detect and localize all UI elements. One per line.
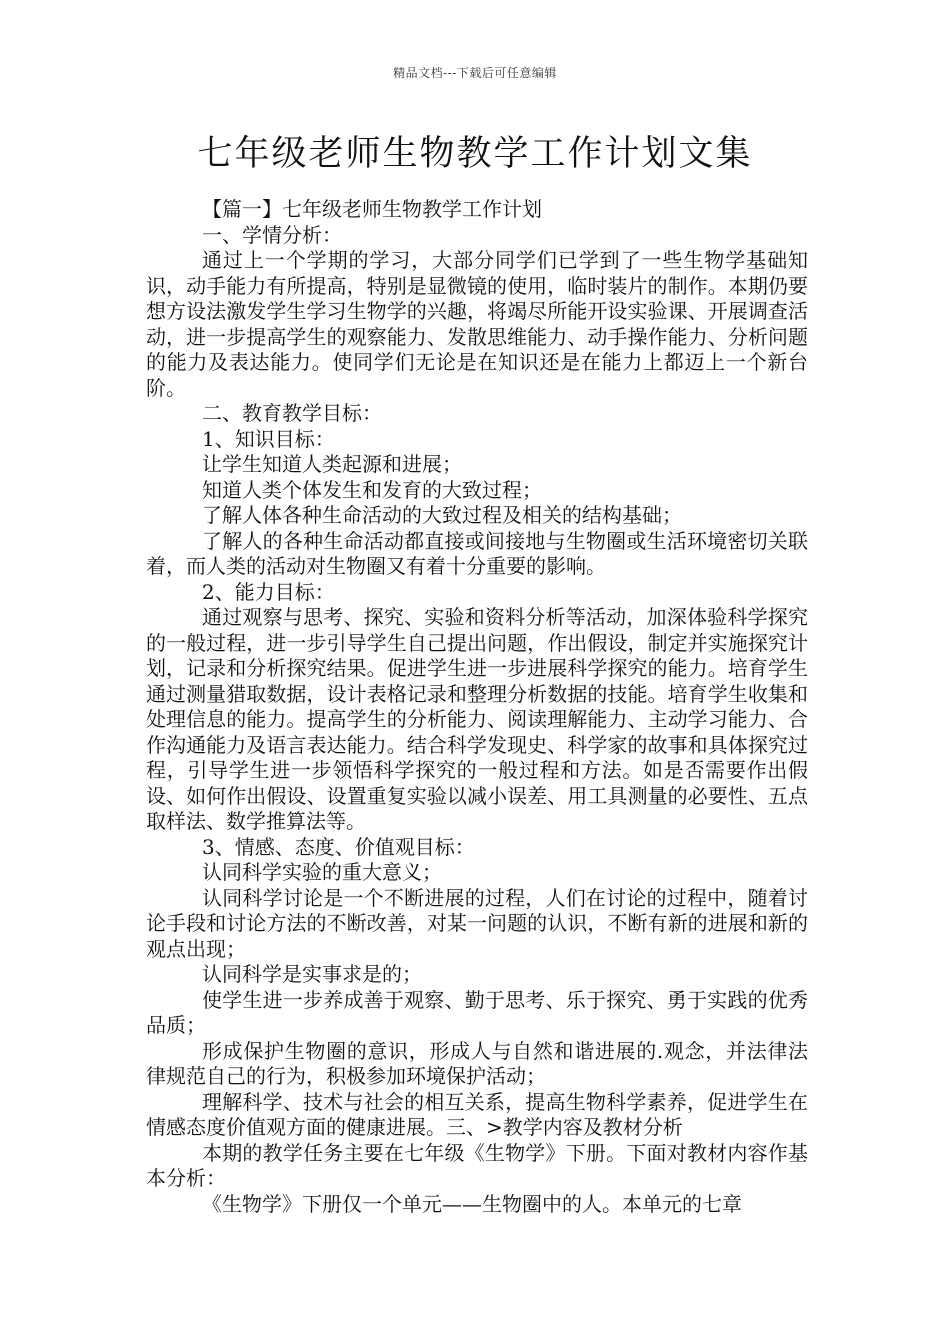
paragraph: 认同科学是实事求是的； xyxy=(202,962,422,986)
paragraph: 形成保护生物圈的意识，形成人与自然和谐进展的.观念，并法律法律规范自己的行为，积极参加环境保护活动； xyxy=(146,1038,808,1088)
paragraph: 知道人类个体发生和发育的大致过程； xyxy=(202,477,542,502)
page-header-note: 精品文档---下载后可任意编辑 xyxy=(393,66,557,80)
paragraph: 《生物学》下册仅一个单元——生物圈中的人。本单元的七章 xyxy=(202,1191,742,1216)
paragraph: 了解人体各种生命活动的大致过程及相关的结构基础； xyxy=(202,503,682,527)
document-body xyxy=(146,197,808,1217)
paragraph: 通过观察与思考、探究、实验和资料分析等活动，加深体验科学探究的一般过程，进一步引导学生自己提出问题，作出假设，制定并实施探究计划，记录和分析探究结果。促进学生进一步进展科学探究的能力。培育学生通过测量猎取数据，设计表格记录和整理分析数据的技能。培育学生收集和处理信息的能力。提高学生的分析能力、阅读理解能力、主动学习能力、合作沟通能力及语言表达能力。结合科学发现史、科学家的故事和具体探究过程，引导学生进一步领悟科学探究的一般过程和方法。如是否需要作出假设、如何作出假设、设置重复实验以减小误差、用工具测量的必要性、五点取样法、数学推算法等。 xyxy=(146,605,808,833)
paragraph: 本期的教学任务主要在七年级《生物学》下册。下面对教材内容作基本分析： xyxy=(146,1140,808,1190)
paragraph: 让学生知道人类起源和进展； xyxy=(202,452,462,476)
paragraph: 使学生进一步养成善于观察、勤于思考、乐于探究、勇于实践的优秀品质； xyxy=(146,987,808,1037)
paragraph: 认同科学讨论是一个不断进展的过程，人们在讨论的过程中，随着讨论手段和讨论方法的不断改善，对某一问题的认识，不断有新的进展和新的观点出现； xyxy=(146,885,808,961)
paragraph: 了解人的各种生命活动都直接或间接地与生物圈或生活环境密切关联着，而人类的活动对生物圈又有着十分重要的影响。 xyxy=(146,528,808,578)
paragraph: 通过上一个学期的学习，大部分同学们已学到了一些生物学基础知识，动手能力有所提高，特别是显微镜的使用，临时装片的制作。本期仍要想方设法激发学生学习生物学的兴趣，将竭尽所能开设实验课、开展调查活动，进一步提高学生的观察能力、发散思维能力、动手操作能力、分析问题的能力及表达能力。使同学们无论是在知识还是在能力上都迈上一个新台阶。 xyxy=(146,248,808,400)
paragraph: 认同科学实验的重大意义； xyxy=(202,860,442,884)
subheading: 1、知识目标： xyxy=(202,426,335,451)
subheading: 一、学情分析： xyxy=(202,222,342,247)
subheading: 3、情感、态度、价值观目标： xyxy=(202,834,475,859)
document-title: 七年级老师生物教学工作计划文集 xyxy=(197,134,753,174)
subheading: 2、能力目标： xyxy=(202,579,335,604)
paragraph: 理解科学、技术与社会的相互关系，提高生物科学素养，促进学生在情感态度价值观方面的健康进展。三、>教学内容及教材分析 xyxy=(146,1089,808,1139)
section-heading: 【篇一】七年级老师生物教学工作计划 xyxy=(202,197,542,221)
subheading: 二、教育教学目标： xyxy=(202,401,382,425)
